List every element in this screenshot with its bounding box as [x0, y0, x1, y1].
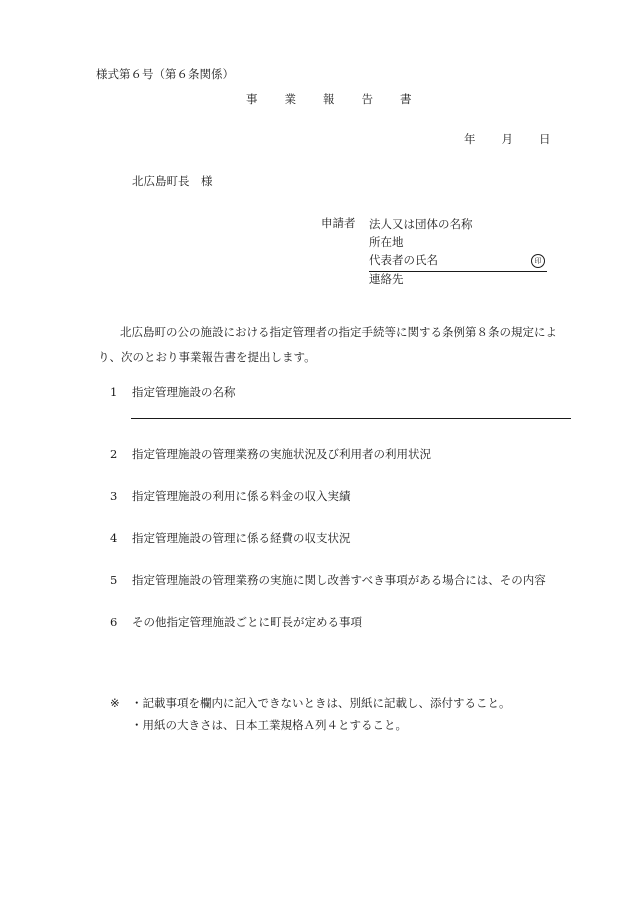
item-number: 4	[110, 531, 118, 545]
note-line: ・記載事項を欄内に記入できないときは、別紙に記載し、添付すること。	[131, 696, 511, 710]
form-number: 様式第６号（第６条関係）	[96, 67, 234, 81]
contact-field: 連絡先	[369, 272, 404, 286]
list-item	[110, 532, 351, 546]
item-number: 1	[110, 385, 118, 399]
representative-name-field	[369, 250, 547, 272]
list-item	[110, 616, 362, 630]
date-month: 月	[501, 132, 513, 146]
address-field: 所在地	[369, 235, 404, 249]
item-number: 3	[110, 489, 118, 503]
document-title: 事業報告書	[246, 92, 439, 106]
item-text: 指定管理施設の利用に係る料金の収入実績	[132, 489, 351, 503]
list-item	[110, 448, 431, 462]
item-text: 指定管理施設の名称	[132, 385, 236, 399]
date-year: 年	[464, 132, 476, 146]
item-number: 6	[110, 615, 118, 629]
list-item	[110, 490, 351, 504]
item-text: 指定管理施設の管理業務の実施に関し改善すべき事項がある場合には、その内容	[132, 573, 546, 587]
item-text: 指定管理施設の管理に係る経費の収支状況	[132, 531, 351, 545]
applicant-label: 申請者	[321, 216, 356, 230]
date-day: 日	[539, 132, 551, 146]
item-number: 2	[110, 447, 118, 461]
facility-name-line	[131, 418, 571, 419]
applicant-fields	[369, 217, 547, 290]
date-line	[464, 133, 551, 147]
item-text: 指定管理施設の管理業務の実施状況及び利用者の利用状況	[132, 447, 431, 461]
representative-name-label: 代表者の氏名	[369, 253, 438, 267]
note-mark: ※	[110, 696, 120, 710]
item-number: 5	[110, 573, 118, 587]
addressee: 北広島町長 様	[132, 174, 213, 188]
list-item	[110, 574, 546, 588]
note-line: ・用紙の大きさは、日本工業規格Ａ列４とすること。	[131, 718, 407, 732]
body-paragraph: 北広島町の公の施設における指定管理者の指定手続等に関する条例第８条の規定により、次のとおり事業報告書を提出します。	[98, 325, 557, 364]
organization-name-field: 法人又は団体の名称	[369, 217, 473, 231]
list-item	[110, 386, 236, 400]
seal-icon: 印	[531, 254, 545, 268]
item-text: その他指定管理施設ごとに町長が定める事項	[132, 615, 362, 629]
